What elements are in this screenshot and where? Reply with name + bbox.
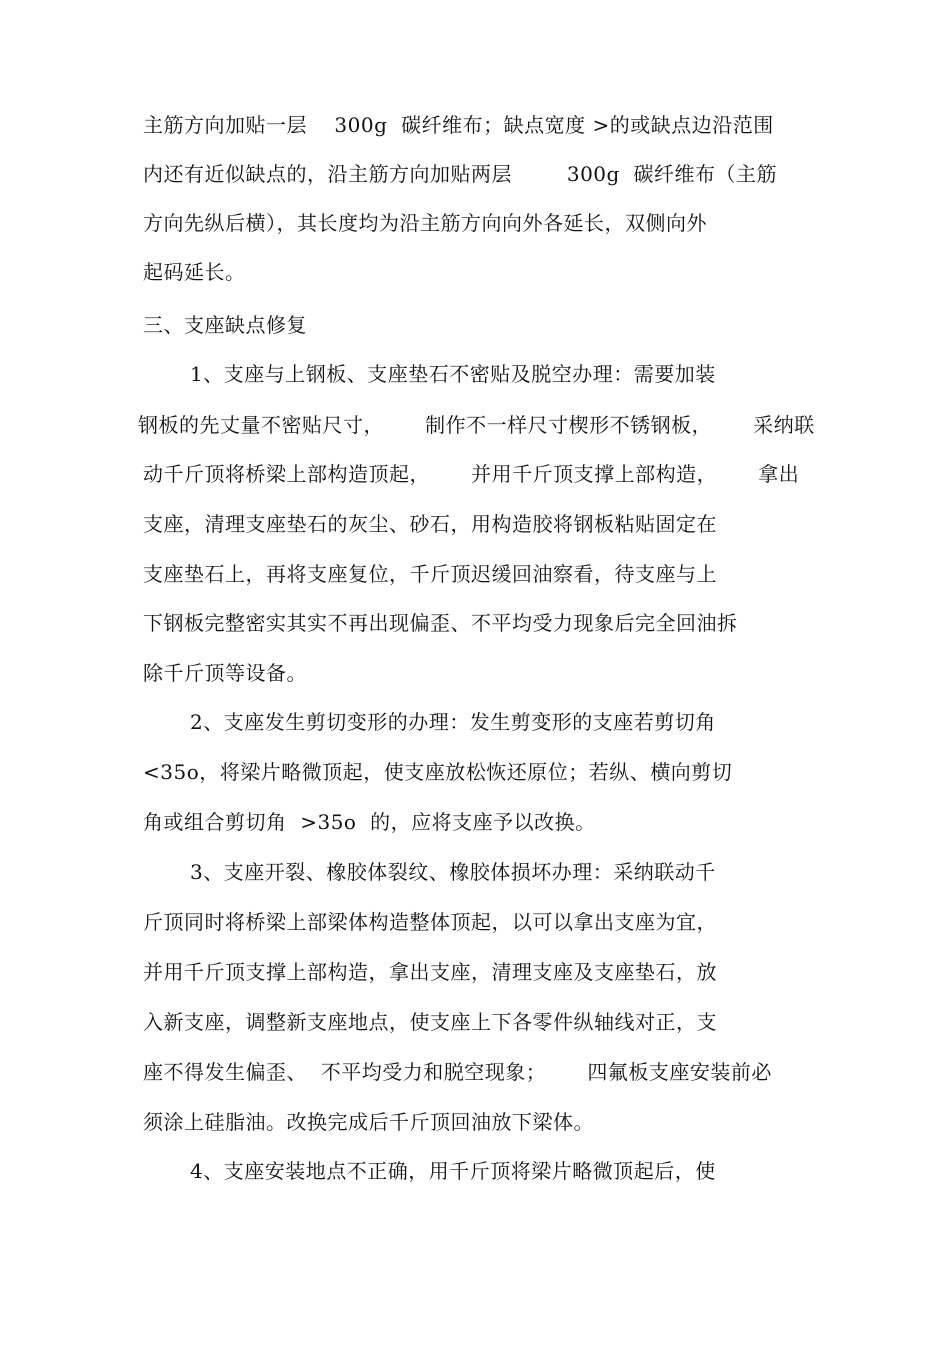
- text-line: 座不得发生偏歪、 不平均受力和脱空现象； 四氟板支座安装前必: [143, 1060, 772, 1084]
- text-line: 方向先纵后横），其长度均为沿主筋方向向外各延长，双侧向外: [143, 211, 707, 235]
- paragraph-start: 4、支座安装地点不正确，用千斤顶将梁片略微顶起后，使: [190, 1159, 716, 1183]
- text-line: 下钢板完整密实其实不再出现偏歪、不平均受力现象后完全回油拆: [143, 611, 738, 635]
- text-line: 动千斤顶将桥梁上部构造顶起， 并用千斤顶支撑上部构造， 拿出: [143, 462, 800, 486]
- paragraph-start: 2、支座发生剪切变形的办理：发生剪变形的支座若剪切角: [190, 710, 716, 734]
- text-line: 入新支座，调整新支座地点，使支座上下各零件纵轴线对正，支: [143, 1010, 717, 1034]
- text-line: 除千斤顶等设备。: [143, 661, 307, 685]
- text-line: 须涂上硅脂油。改换完成后千斤顶回油放下梁体。: [143, 1110, 594, 1134]
- text-line: 钢板的先丈量不密贴尺寸， 制作不一样尺寸楔形不锈钢板， 采纳联: [138, 413, 815, 437]
- text-line: 并用千斤顶支撑上部构造，拿出支座，清理支座及支座垫石，放: [143, 960, 717, 984]
- text-line: 主筋方向加贴一层 300g 碳纤维布；缺点宽度 >的或缺点边沿范围: [143, 113, 774, 137]
- text-line: 角或组合剪切角 >35o 的，应将支座予以改换。: [143, 810, 596, 834]
- paragraph-start: 3、支座开裂、橡胶体裂纹、橡胶体损坏办理：采纳联动千: [190, 860, 716, 884]
- text-line: 内还有近似缺点的，沿主筋方向加贴两层 300g 碳纤维布（主筋: [143, 162, 778, 186]
- text-line: 支座垫石上，再将支座复位，千斤顶迟缓回油察看，待支座与上: [143, 562, 717, 586]
- paragraph-start: 1、支座与上钢板、支座垫石不密贴及脱空办理：需要加装: [190, 362, 716, 386]
- text-line: 斤顶同时将桥梁上部梁体构造整体顶起，以可以拿出支座为宜，: [143, 910, 717, 934]
- text-line: 支座，清理支座垫石的灰尘、砂石，用构造胶将钢板粘贴固定在: [143, 512, 717, 536]
- text-line: 起码延长。: [143, 260, 246, 284]
- text-line: <35o，将梁片略微顶起，使支座放松恢还原位；若纵、横向剪切: [143, 760, 733, 784]
- section-heading: 三、支座缺点修复: [143, 313, 307, 337]
